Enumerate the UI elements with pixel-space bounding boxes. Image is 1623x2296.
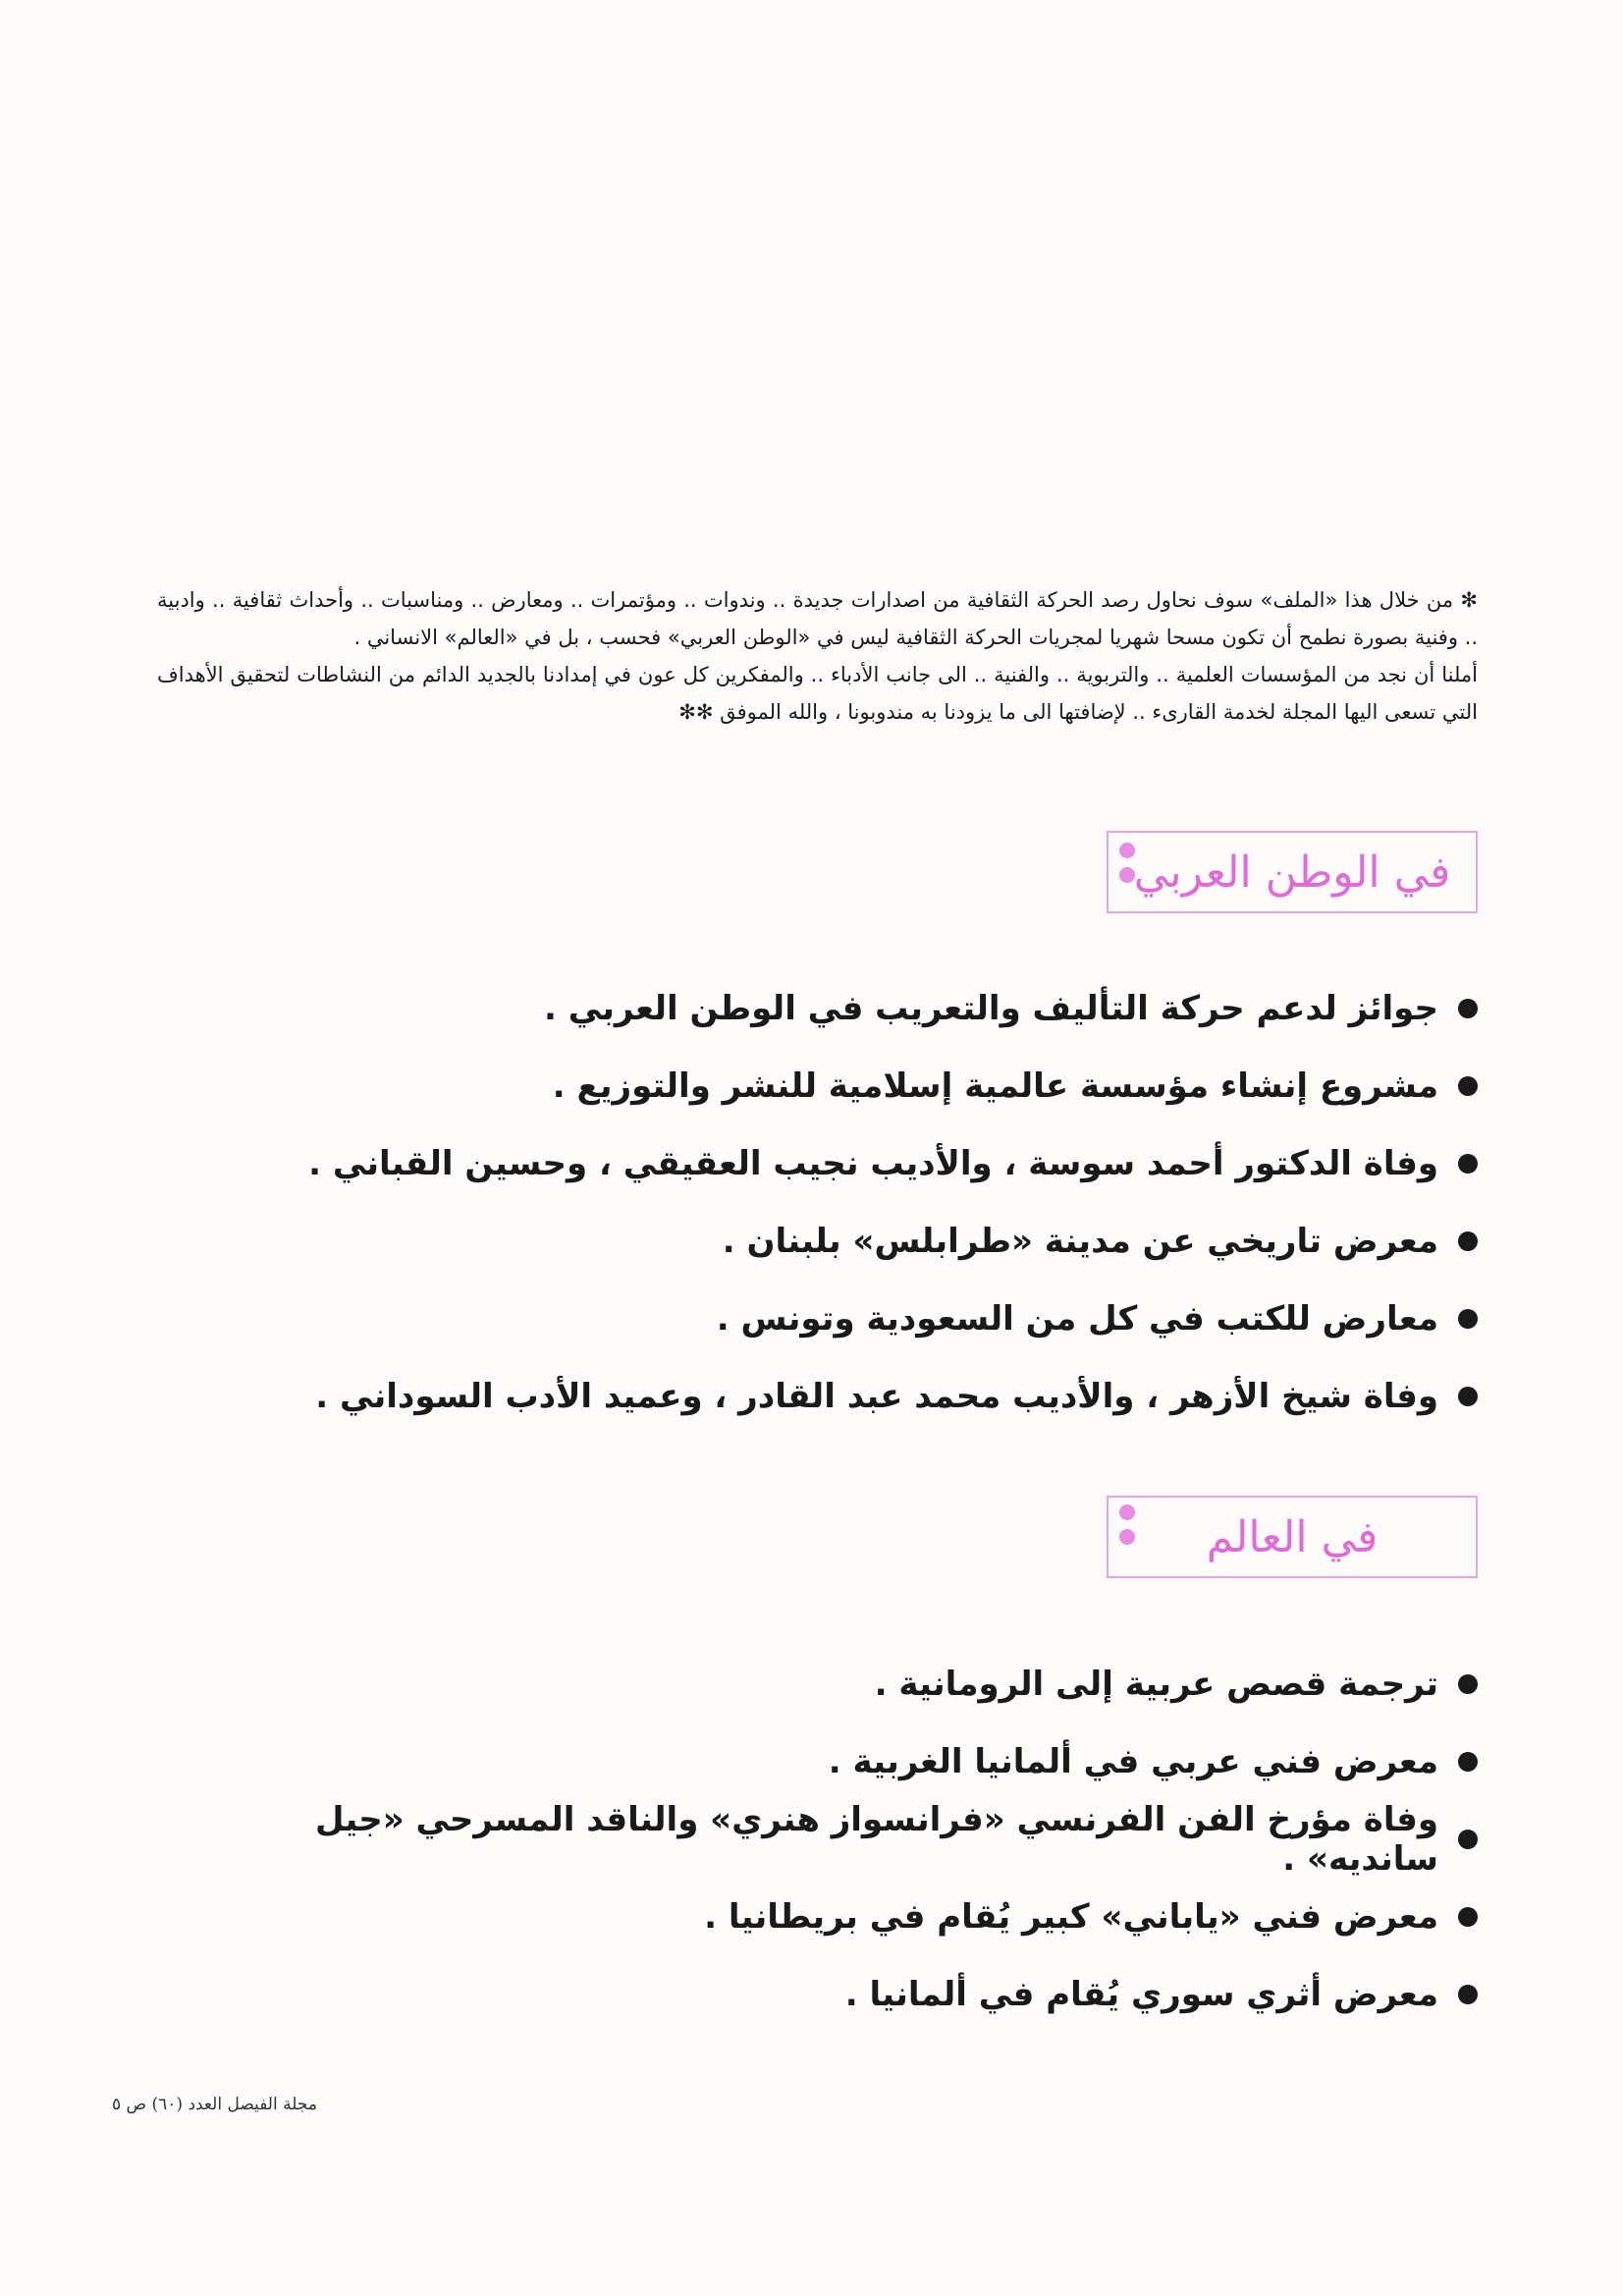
- bullet-icon: [1458, 1387, 1478, 1406]
- bullet-icon: [1458, 1674, 1478, 1694]
- bullet-icon: [1458, 1309, 1478, 1329]
- list-item: وفاة شيخ الأزهر ، والأديب محمد عبد القادر ، وعميد الأدب السوداني .: [295, 1357, 1478, 1435]
- intro-text: [157, 581, 1478, 731]
- page-footer: مجلة الفيصل العدد (٦٠) ص ٥: [112, 2095, 317, 2114]
- bullet-icon: [1458, 1076, 1478, 1096]
- bullet-icon: [1458, 1830, 1478, 1849]
- list-item: وفاة مؤرخ الفن الفرنسي «فرانسواز هنري» والناقد المسرحي «جيل سانديه» .: [295, 1800, 1478, 1878]
- intro-paragraph-1: ✻ من خلال هذا «الملف» سوف نحاول رصد الحركة الثقافية من اصدارات جديدة .. وندوات .. ومؤتمرات .. ومعارض .. ومناسبات .. وأحداث ثقافية .. وادبية .. وفنية بصورة نطمح أن تكون مسحا شهريا لمجريات الحركة الثقافية ليس في «الوطن العربي» فحسب ، بل في «العالم» الانساني .: [157, 588, 1478, 649]
- intro-paragraph-2: أملنا أن نجد من المؤسسات العلمية .. والتربوية .. والفنية .. الى جانب الأدباء .. والمفكرين كل عون في إمدادنا بالجديد الدائم من النشاطات لتحقيق الأهداف التي تسعى اليها المجلة لخدمة القارىء .. لإضافتها الى ما يزودنا به مندوبونا ، والله الموفق ✻✻: [157, 663, 1478, 724]
- world-list: [295, 1645, 1478, 2033]
- arab-world-list: [295, 969, 1478, 1435]
- list-item: معارض للكتب في كل من السعودية وتونس .: [295, 1280, 1478, 1357]
- list-item: معرض أثري سوري يُقام في ألمانيا .: [295, 1955, 1478, 2033]
- bullet-icon: [1458, 999, 1478, 1018]
- section-heading-arab-world: في الوطن العربي: [1107, 831, 1478, 913]
- list-item: معرض فني عربي في ألمانيا الغربية .: [295, 1722, 1478, 1800]
- list-item: معرض تاريخي عن مدينة «طرابلس» بلبنان .: [295, 1202, 1478, 1280]
- bullet-icon: [1458, 1907, 1478, 1927]
- bullet-icon: [1458, 1752, 1478, 1772]
- list-item: وفاة الدكتور أحمد سوسة ، والأديب نجيب العقيقي ، وحسين القباني .: [295, 1124, 1478, 1202]
- bullet-icon: [1458, 1985, 1478, 2004]
- list-item: مشروع إنشاء مؤسسة عالمية إسلامية للنشر والتوزيع .: [295, 1047, 1478, 1124]
- bullet-icon: [1458, 1154, 1478, 1174]
- list-item: معرض فني «ياباني» كبير يُقام في بريطانيا .: [295, 1878, 1478, 1955]
- list-item: جوائز لدعم حركة التأليف والتعريب في الوطن العربي .: [295, 969, 1478, 1047]
- list-item: ترجمة قصص عربية إلى الرومانية .: [295, 1645, 1478, 1722]
- bullet-icon: [1458, 1231, 1478, 1251]
- section-heading-world: في العالم: [1107, 1496, 1478, 1578]
